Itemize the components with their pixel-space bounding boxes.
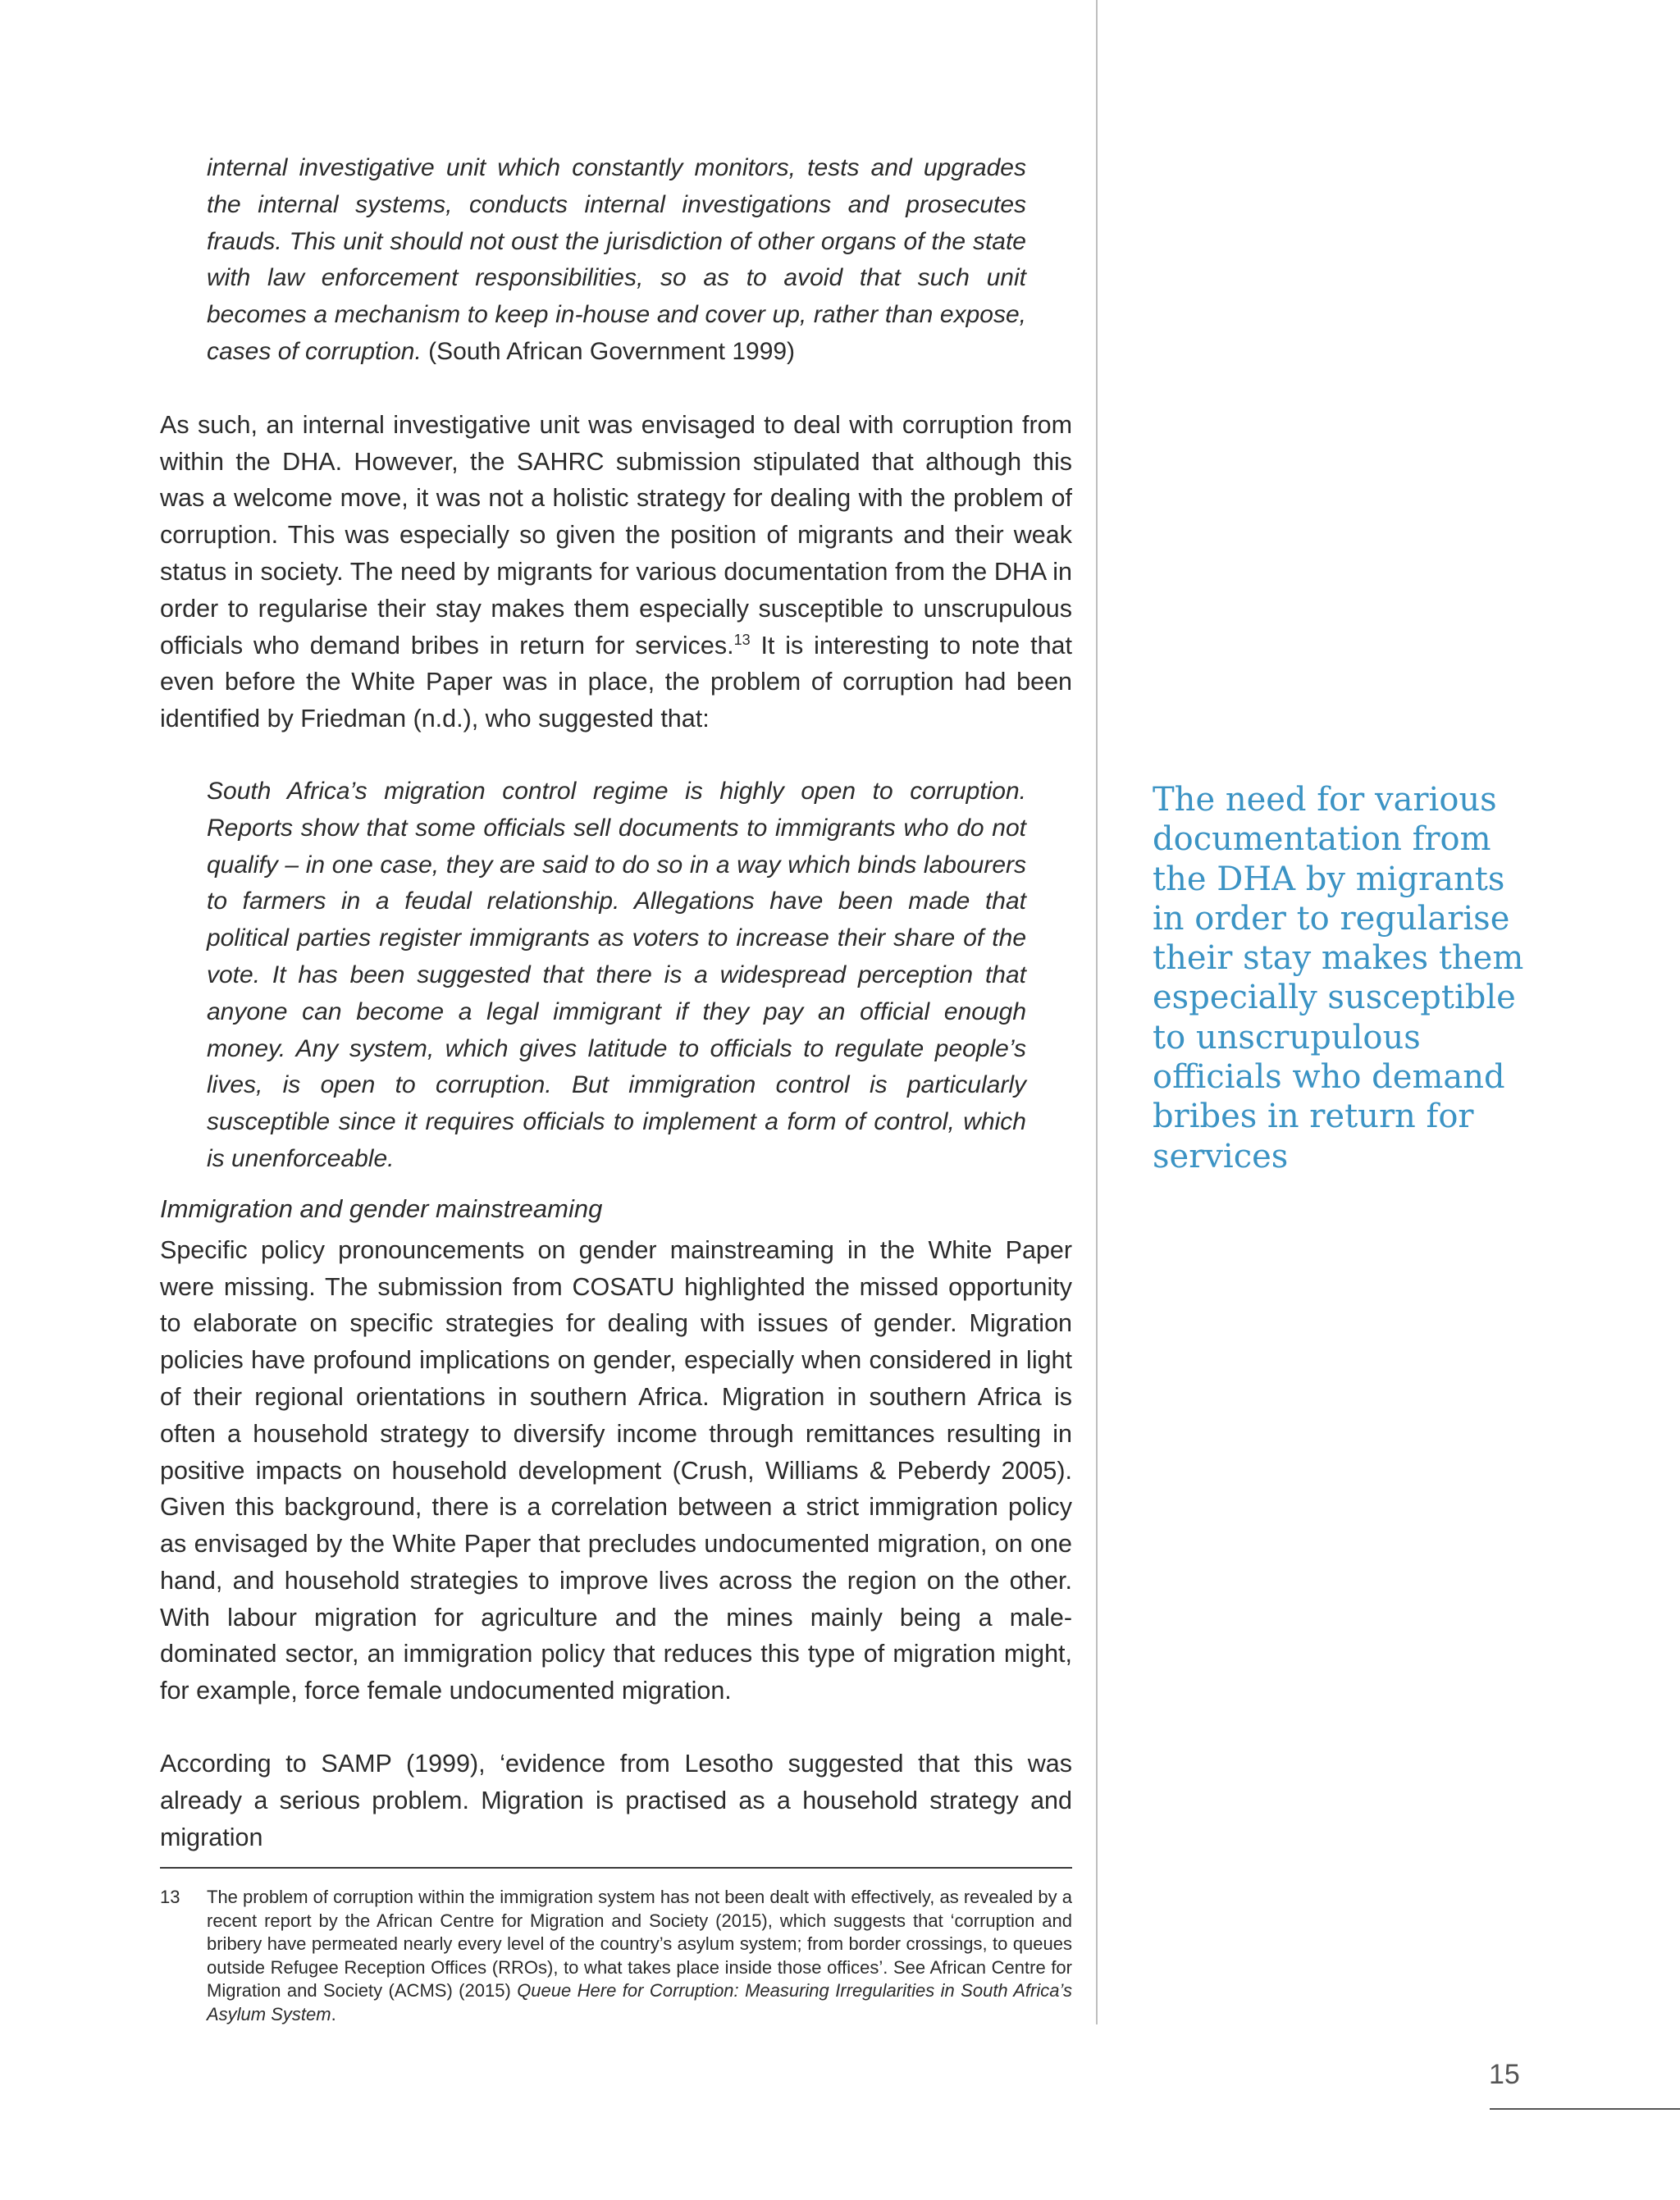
footnote-number: 13 bbox=[160, 1887, 180, 1907]
footnote-title: Queue Here for Corruption: Measuring Irregularities in South Africa’s Asylum System bbox=[207, 1980, 1072, 2024]
footnote-end: . bbox=[331, 2003, 336, 2024]
paragraph-internal-unit bbox=[160, 407, 1072, 737]
column-divider bbox=[1096, 0, 1098, 2024]
quote-citation: (South African Government 1999) bbox=[428, 337, 796, 365]
footnote bbox=[160, 1886, 1072, 2027]
paragraph-text: As such, an internal investigative unit was envisaged to deal with corruption from within the DHA. However, the SAHRC submission stipulated that although this was a welcome move, it was not a holistic strategy for dealing with the problem of corruption. This was especially so given the position of migrants and their weak status in society. The need by migrants for various documentation from the DHA in order to regularise their stay makes them especially susceptible to unscrupulous officials who demand bribes in return for services. bbox=[160, 410, 1072, 660]
main-text-column bbox=[160, 150, 1072, 1855]
page-number-rule bbox=[1490, 2108, 1680, 2110]
quote-text: internal investigative unit which constantly monitors, tests and upgrades the internal systems, conducts internal investigations and prosecutes frauds. This unit should not oust the jurisdiction of other organs of the state with law enforcement responsibilities, so as to avoid that such unit becomes a mechanism to keep in-house and cover up, rather than expose, cases of corruption. bbox=[207, 154, 1026, 365]
page-number: 15 bbox=[1489, 2059, 1520, 2090]
footnote-divider bbox=[160, 1867, 1072, 1869]
paragraph-samp: According to SAMP (1999), ‘evidence from Lesotho suggested that this was already a serious problem. Migration is practised as a household strategy and migration bbox=[160, 1750, 1072, 1851]
paragraph-gender: Specific policy pronouncements on gender mainstreaming in the White Paper were missing. The submission from COSATU highlighted the missed opportunity to elaborate on specific strategies for dealing with issues of gender. Migration policies have profound implications on gender, especially when considered in light of their regional orientations in southern Africa. Migration in southern Africa is often a household strategy to diversify income through remittances resulting in positive impacts on household development (Crush, Williams & Peberdy 2005). Given this background, there is a correlation between a strict immigration policy as envisaged by the White Paper that precludes undocumented migration, on one hand, and household strategies to improve lives across the region on the other. With labour migration for agriculture and the mines mainly being a male-dominated sector, an immigration policy that reduces this type of migration might, for example, force female undocumented migration. bbox=[160, 1235, 1072, 1705]
section-heading: Immigration and gender mainstreaming bbox=[160, 1194, 603, 1223]
footnote-text: The problem of corruption within the immigration system has not been dealt with effectively, as revealed by a recent report by the African Centre for Migration and Society (2015), which suggests that ‘corruption and bribery have permeated nearly every level of the country’s asylum system; from border crossings, to queues outside Refugee Reception Offices (RROs), to what takes place inside those offices’. See African Centre for Migration and Society (ACMS) (2015) bbox=[207, 1887, 1072, 2001]
footnote-body bbox=[207, 1886, 1072, 2027]
block-quote-friedman: South Africa’s migration control regime is highly open to corruption. Reports show that some officials sell documents to immigrants who do not qualify – in one case, they are said to do so in a way which binds labourers to farmers in a feudal relationship. Allegations have been made that political parties register immigrants as voters to increase their share of the vote. It has been suggested that there is a widespread perception that anyone can become a legal immigrant if they pay an official enough money. Any system, which gives latitude to officials to regulate people’s lives, is open to corruption. But immigration control is particularly susceptible since it requires officials to implement a form of control, which is unenforceable. bbox=[207, 777, 1026, 1172]
footnote-reference[interactable]: 13 bbox=[733, 631, 751, 648]
paragraph-text-continued: It is interesting to note that even before the White Paper was in place, the problem of corruption had been identified by Friedman (n.d.), who suggested that: bbox=[160, 631, 1072, 733]
block-quote-government bbox=[160, 150, 1072, 371]
pull-quote: The need for various documentation from the DHA by migrants in order to regularise their stay makes them especially susceptible to unscrupulous officials who demand bribes in return for services bbox=[1153, 781, 1524, 1175]
